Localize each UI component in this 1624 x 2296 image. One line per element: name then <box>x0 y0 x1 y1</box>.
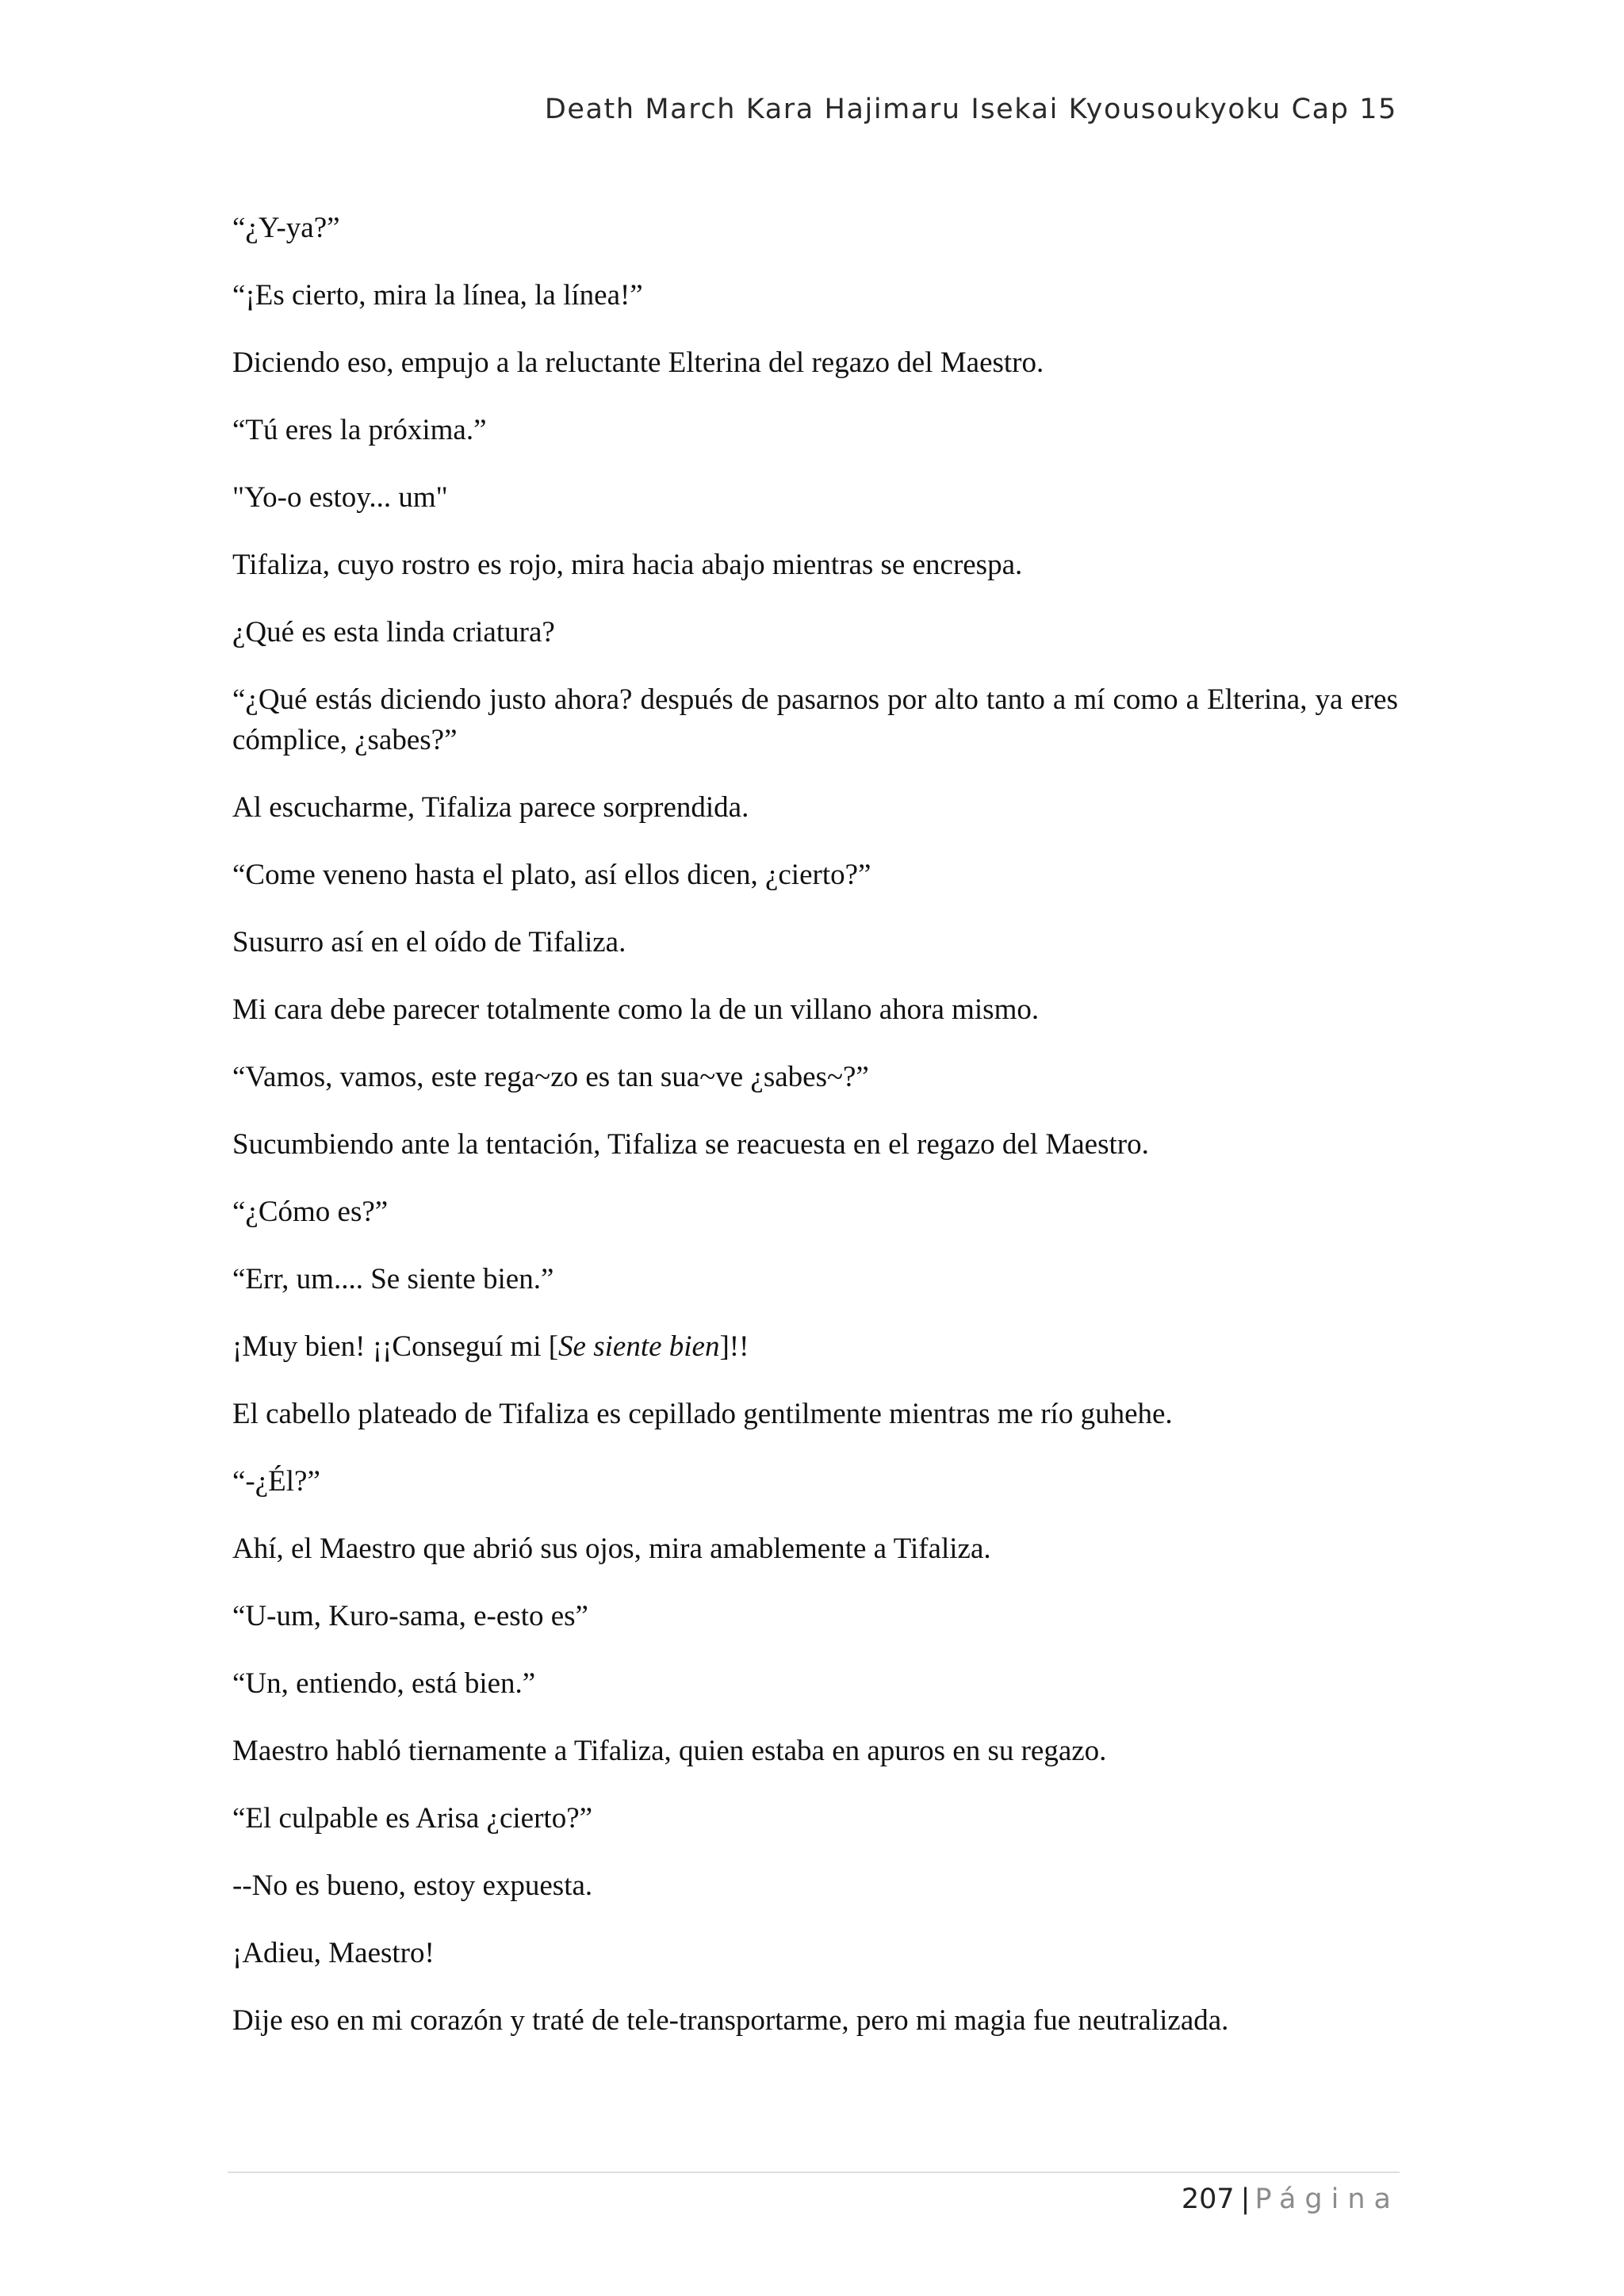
paragraph: --No es bueno, estoy expuesta. <box>232 1869 593 1902</box>
paragraph: Susurro así en el oído de Tifaliza. <box>232 926 626 959</box>
paragraph: Diciendo eso, empujo a la reluctante Elterina del regazo del Maestro. <box>232 346 1044 379</box>
paragraph: ¿Qué es esta linda criatura? <box>232 616 555 649</box>
paragraph: Tifaliza, cuyo rostro es rojo, mira hacia abajo mientras se encrespa. <box>232 549 1023 581</box>
page-header-title: Death March Kara Hajimaru Isekai Kyousoukyoku Cap 15 <box>544 94 1397 125</box>
paragraph: "Yo-o estoy... um" <box>232 481 448 514</box>
paragraph: ¡Adieu, Maestro! <box>232 1937 435 1969</box>
paragraph: Ahí, el Maestro que abrió sus ojos, mira amablemente a Tifaliza. <box>232 1533 991 1565</box>
paragraph: Mi cara debe parecer totalmente como la de un villano ahora mismo. <box>232 993 1040 1026</box>
footer-separator: | <box>1240 2183 1251 2215</box>
paragraph: El cabello plateado de Tifaliza es cepillado gentilmente mientras me río guhehe. <box>232 1398 1173 1430</box>
paragraph: Sucumbiendo ante la tentación, Tifaliza se reacuesta en el regazo del Maestro. <box>232 1128 1149 1161</box>
paragraph: “¡Es cierto, mira la línea, la línea!” <box>232 279 643 312</box>
paragraph: “¿Cómo es?” <box>232 1196 389 1228</box>
paragraph-text-after: ]!! <box>719 1330 749 1363</box>
paragraph: Maestro habló tiernamente a Tifaliza, quien estaba en apuros en su regazo. <box>232 1735 1107 1767</box>
paragraph: “U-um, Kuro-sama, e-esto es” <box>232 1600 588 1632</box>
paragraph-text-italic: Se siente bien <box>558 1330 720 1363</box>
paragraph: “-¿Él?” <box>232 1465 320 1498</box>
paragraph: “Come veneno hasta el plato, así ellos dicen, ¿cierto?” <box>232 859 871 891</box>
paragraph: “¿Qué estás diciendo justo ahora? después de pasarnos por alto tanto a mí como a Elterina, ya eres cómplice, ¿sabes?” <box>232 683 1398 756</box>
paragraph-text-before: ¡Muy bien! ¡¡Conseguí mi [ <box>232 1330 559 1363</box>
document-body <box>232 208 1398 2068</box>
footer-divider <box>228 2172 1400 2173</box>
paragraph: “Vamos, vamos, este rega~zo es tan sua~ve ¿sabes~?” <box>232 1061 869 1093</box>
paragraph: “El culpable es Arisa ¿cierto?” <box>232 1802 593 1835</box>
paragraph: “Tú eres la próxima.” <box>232 414 487 446</box>
paragraph: Al escucharme, Tifaliza parece sorprendida. <box>232 791 749 824</box>
page-word: Página <box>1254 2183 1400 2215</box>
paragraph: “¿Y-ya?” <box>232 212 340 244</box>
page-number: 207 <box>1181 2183 1235 2215</box>
page-footer <box>1182 2183 1400 2215</box>
paragraph: Dije eso en mi corazón y traté de tele-transportarme, pero mi magia fue neutralizada. <box>232 2004 1229 2037</box>
paragraph-mixed <box>232 1326 1398 1367</box>
paragraph: “Err, um.... Se siente bien.” <box>232 1263 554 1295</box>
paragraph: “Un, entiendo, está bien.” <box>232 1667 536 1700</box>
